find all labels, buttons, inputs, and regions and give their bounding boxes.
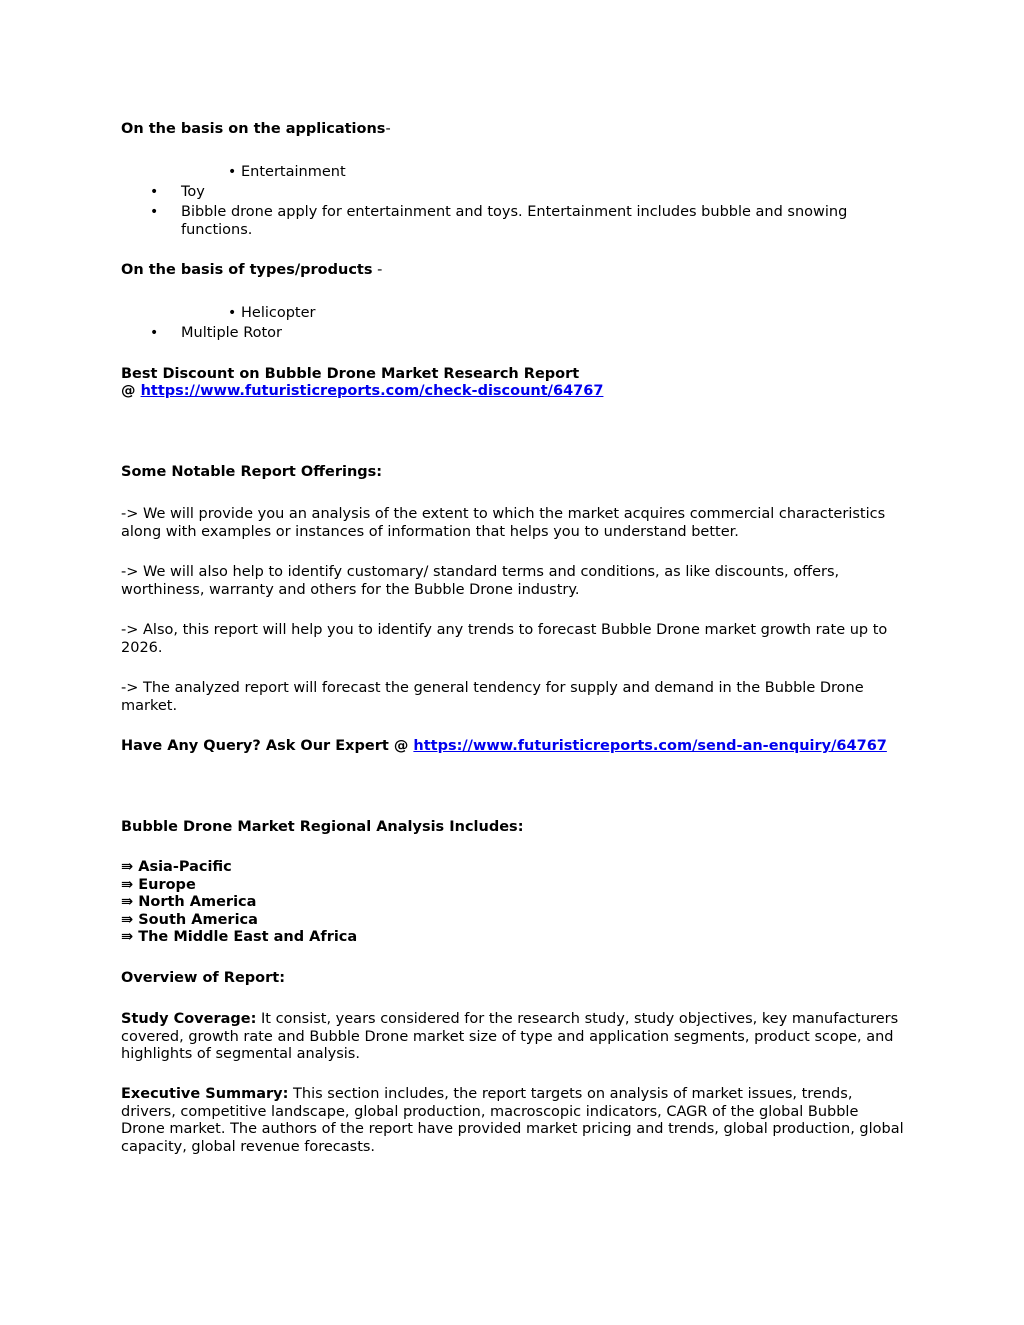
offering-paragraph: -> We will provide you an analysis of the extent to which the market acquires commercial characteristics along with examples or instances of information that helps you to understand better.	[121, 506, 886, 540]
region-name: The Middle East and Africa	[138, 929, 358, 945]
list-item-text: Helicopter	[241, 305, 316, 321]
study-coverage-paragraph	[121, 1011, 911, 1064]
region-item	[121, 877, 196, 895]
bullet-icon: •	[150, 204, 159, 220]
query-text: Have Any Query? Ask Our Expert @	[121, 738, 414, 754]
list-item-text: Bibble drone apply for entertainment and toys. Entertainment includes bubble and snowing functions.	[181, 204, 848, 238]
overview-heading: Overview of Report:	[121, 970, 286, 986]
applications-heading: On the basis on the applications	[121, 121, 386, 137]
region-item	[121, 912, 258, 930]
executive-summary-paragraph	[121, 1086, 906, 1156]
bullet-icon: •	[150, 184, 159, 200]
discount-text: Best Discount on Bubble Drone Market Research Report	[121, 366, 580, 382]
bullet-icon: •	[150, 325, 159, 341]
region-item	[121, 894, 256, 912]
bullet-icon: •	[228, 305, 237, 321]
study-coverage-label: Study Coverage:	[121, 1011, 257, 1027]
double-arrow-icon: ⇛	[121, 877, 134, 893]
query-line	[121, 738, 921, 756]
types-heading-line	[121, 262, 911, 280]
double-arrow-icon: ⇛	[121, 859, 134, 875]
bullet-icon: •	[228, 164, 237, 180]
region-item	[121, 929, 357, 947]
list-item-text: Multiple Rotor	[181, 325, 283, 341]
region-item	[121, 859, 232, 877]
applications-heading-line	[121, 121, 911, 139]
offering-paragraph: -> We will also help to identify customary/ standard terms and conditions, as like discounts, offers, worthiness, warranty and others for the Bubble Drone industry.	[121, 564, 840, 598]
region-name: Asia-Pacific	[138, 859, 232, 875]
double-arrow-icon: ⇛	[121, 894, 134, 910]
region-name: North America	[138, 894, 257, 910]
double-arrow-icon: ⇛	[121, 912, 134, 928]
applications-heading-suffix: -	[385, 121, 391, 137]
types-heading: On the basis of types/products	[121, 262, 373, 278]
executive-summary-text: This section includes, the report targets on analysis of market issues, trends, drivers, competitive landscape, global production, macroscopic indicators, CAGR of the global Bubble Drone market. The authors of the report have provided market pricing and trends, global production, global capacity, global revenue forecasts.	[121, 1086, 904, 1155]
study-coverage-text: It consist, years considered for the research study, study objectives, key manufacturers covered, growth rate and Bubble Drone market size of type and application segments, product scope, and highlights of segmental analysis.	[121, 1011, 899, 1062]
discount-link-line	[121, 383, 911, 401]
discount-link[interactable]: https://www.futuristicreports.com/check-discount/64767	[140, 383, 604, 399]
executive-summary-label: Executive Summary:	[121, 1086, 289, 1102]
offerings-heading: Some Notable Report Offerings:	[121, 464, 383, 480]
double-arrow-icon: ⇛	[121, 929, 134, 945]
list-item-text: Toy	[181, 184, 205, 200]
offering-paragraph: -> The analyzed report will forecast the general tendency for supply and demand in the Bubble Drone market.	[121, 680, 864, 714]
region-name: South America	[138, 912, 258, 928]
discount-at: @	[121, 383, 141, 399]
region-name: Europe	[138, 877, 196, 893]
types-heading-suffix: -	[372, 262, 383, 278]
list-item-text: Entertainment	[241, 164, 346, 180]
regional-heading: Bubble Drone Market Regional Analysis Includes:	[121, 819, 524, 835]
enquiry-link[interactable]: https://www.futuristicreports.com/send-an-enquiry/64767	[413, 738, 887, 754]
offering-paragraph: -> Also, this report will help you to identify any trends to forecast Bubble Drone market growth rate up to 2026.	[121, 622, 888, 656]
